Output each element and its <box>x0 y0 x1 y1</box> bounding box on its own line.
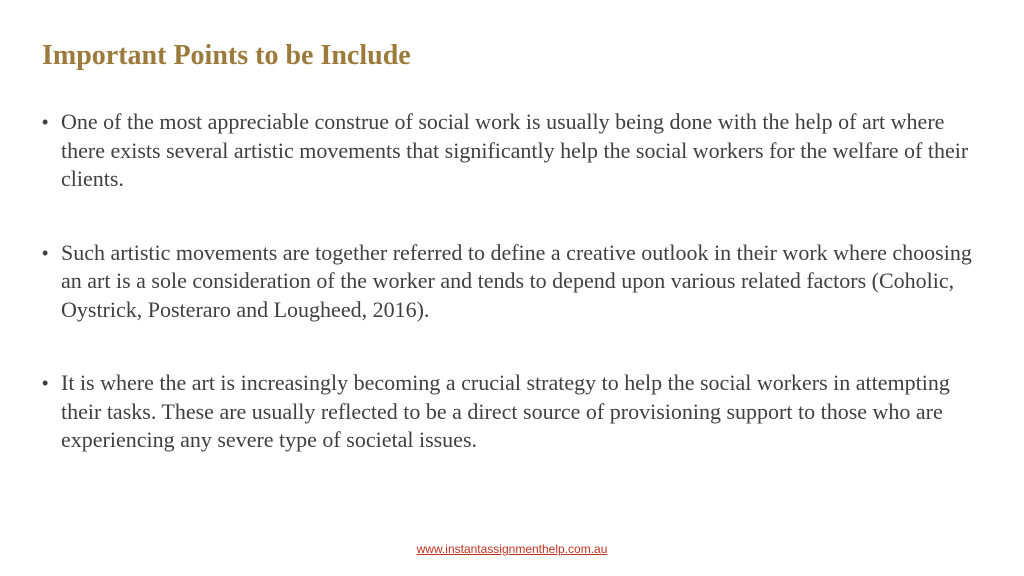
bullet-item <box>42 108 992 194</box>
bullet-text: It is where the art is increasingly becoming a crucial strategy to help the social workers in attempting their tasks. These are usually reflected to be a direct source of provisioning support to those who are experiencing any severe type of societal issues. <box>61 370 950 452</box>
bullet-icon: • <box>42 242 49 263</box>
bullet-item <box>42 369 992 455</box>
footer-website-link[interactable]: www.instantassignmenthelp.com.au <box>416 542 608 556</box>
slide-title: Important Points to be Include <box>42 40 411 71</box>
bullet-icon: • <box>42 373 49 393</box>
bullet-list <box>42 108 992 500</box>
bullet-text: Such artistic movements are together referred to define a creative outlook in their work where choosing an art is a sole consideration of the worker and tends to depend upon various related factors (Coholic, Oystrick, Posteraro and Lougheed, 2016). <box>61 239 972 322</box>
bullet-item <box>42 239 992 325</box>
bullet-icon: • <box>42 112 49 132</box>
bullet-text: One of the most appreciable construe of social work is usually being done with the help of art where there exists several artistic movements that significantly help the social workers for the welfare of their clients. <box>61 109 969 191</box>
